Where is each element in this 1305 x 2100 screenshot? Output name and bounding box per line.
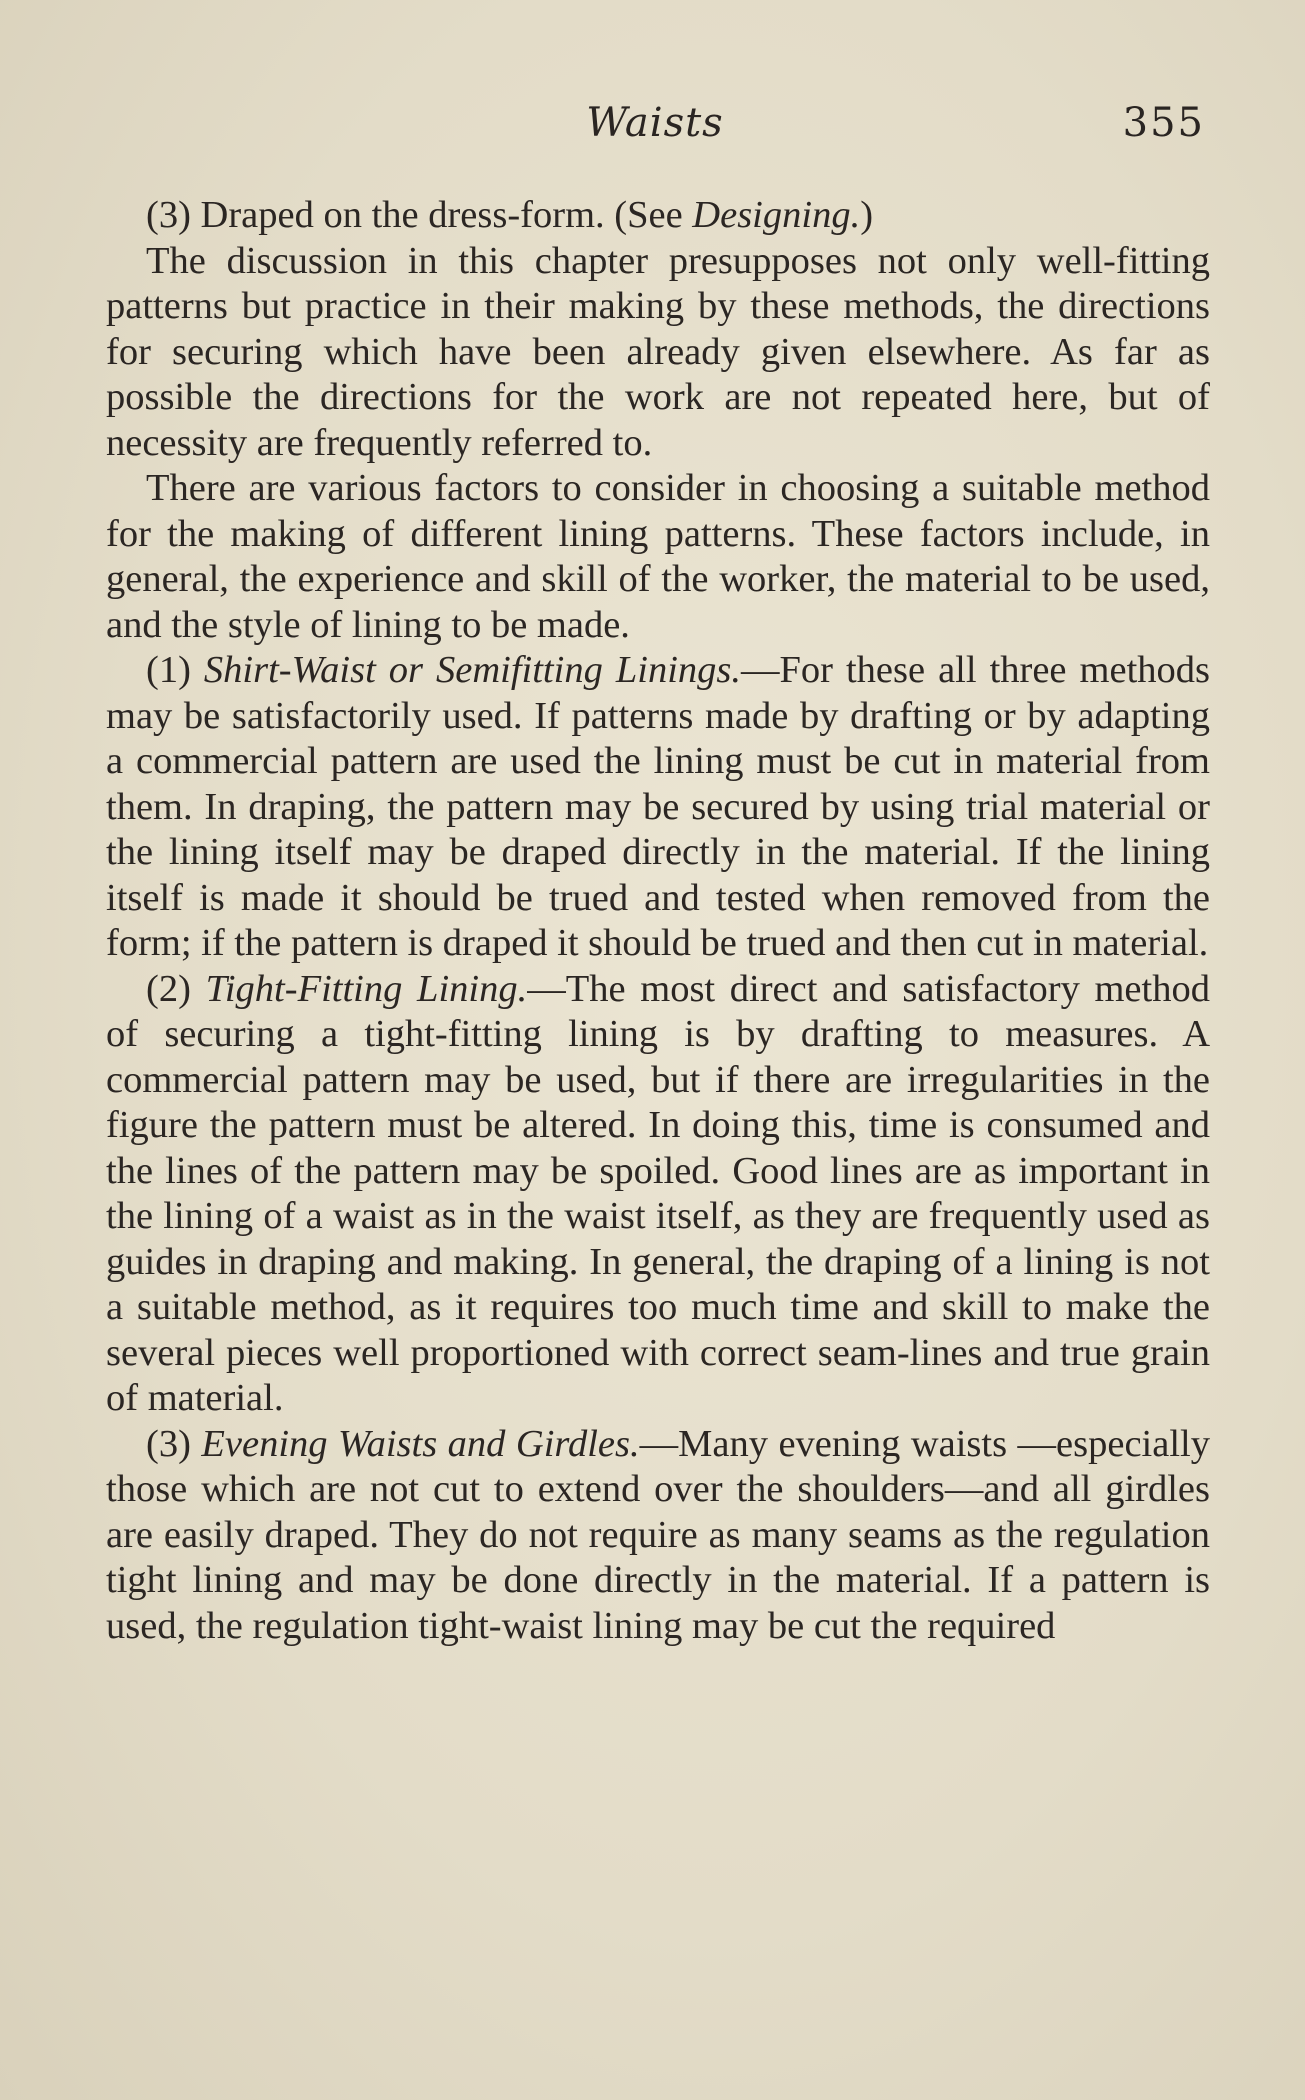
paragraph-lead: (3) Draped on the dress-form. (See: [146, 194, 693, 236]
paragraph-rest: —Many evening waists —especially those which are not cut to extend over the shoulders—and all girdles are easily draped. They do not require as many seams as the regulation tight lining and may be done directly in the material. If a pattern is used, the regulation tight-waist lining may be cut the required: [106, 1422, 1210, 1647]
paragraph-factors: [106, 466, 1210, 648]
paragraph-lead: (2): [146, 967, 206, 1010]
page-number: 355: [1122, 100, 1205, 146]
section-heading-italic: Shirt-Waist or Semifitting Linings.: [203, 649, 741, 691]
paragraph-rest: ): [860, 194, 874, 236]
paragraph-method-3-draped: [106, 193, 1210, 239]
body-text: [106, 193, 1210, 1649]
paragraph-lead: (1): [146, 649, 204, 691]
page-header: [105, 100, 1205, 160]
section-heading-italic: Tight-Fitting Lining.: [205, 967, 528, 1010]
paragraph-text: The discussion in this chapter presupposes not only well-fitting patterns but practice in their making by these methods, the directions for securing which have been already given elsewhere. As far as possible the directions for the work are not repeated here, but of necessity are frequently referred to.: [106, 239, 1210, 464]
paragraph-shirt-waist: [106, 648, 1210, 967]
italic-reference: Designing.: [692, 194, 861, 236]
paragraph-evening-waists: [106, 1422, 1210, 1650]
paragraph-discussion: [106, 239, 1210, 467]
paragraph-lead: (3): [146, 1422, 202, 1465]
paragraph-text: There are various factors to consider in choosing a suitable method for the making of different lining patterns. These factors include, in general, the experience and skill of the worker, the material to be used, and the style of lining to be made.: [106, 467, 1210, 646]
section-heading-italic: Evening Waists and Girdles.: [201, 1422, 640, 1465]
paragraph-rest: —For these all three methods may be satisfactorily used. If patterns made by drafting or by adapting a commercial pattern are used the lining must be cut in material from them. In draping, the pattern may be secured by using trial material or the lining itself may be draped directly in the material. If the lining itself is made it should be trued and tested when removed from the form; if the pattern is draped it should be trued and then cut in material.: [106, 649, 1210, 964]
paragraph-tight-fitting: [106, 967, 1210, 1422]
paragraph-rest: —The most direct and satisfactory method of securing a tight-fitting lining is by drafting to measures. A commercial pattern may be used, but if there are irregularities in the figure the pattern must be altered. In doing this, time is consumed and the lines of the pattern may be spoiled. Good lines are as important in the lining of a waist as in the waist itself, as they are frequently used as guides in draping and making. In general, the draping of a lining is not a suitable method, as it requires too much time and skill to make the several pieces well proportioned with correct seam-lines and true grain of material.: [106, 967, 1210, 1419]
running-title: Waists: [586, 100, 724, 146]
